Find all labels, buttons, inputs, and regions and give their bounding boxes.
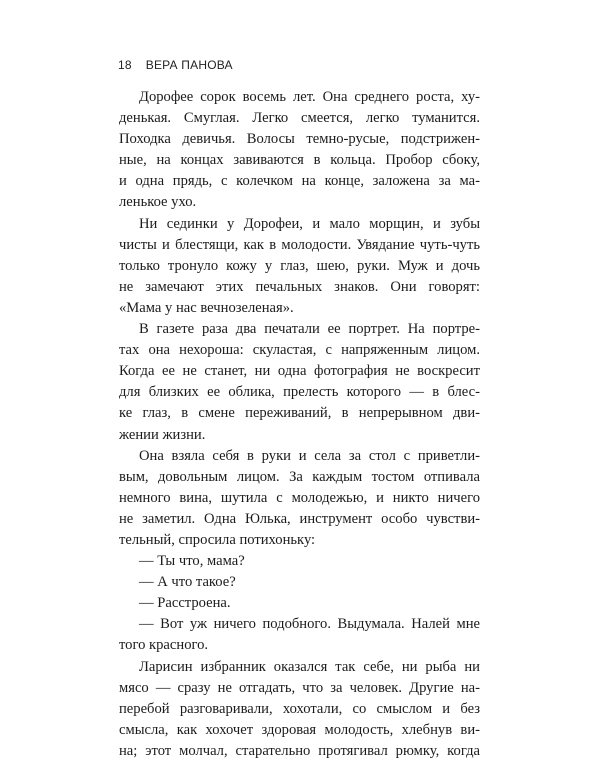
body-text [119, 87, 480, 762]
text-line: — Вот уж ничего подобного. Выдумала. Налей мне [139, 616, 480, 633]
text-line: вым, довольным лицом. За каждым тостом отпивала [119, 468, 480, 485]
text-line: — Расстроена. [139, 595, 231, 612]
text-line: — Ты что, мама? [139, 553, 245, 570]
text-line: ке глаз, в смене переживаний, в непрерывном дви- [119, 405, 480, 422]
text-line: немного вина, шутила с молодежью, и никто ничего [119, 489, 480, 506]
text-line: Походка девичья. Волосы темно-русые, подстрижен- [119, 131, 480, 148]
text-line: Ни сединки у Дорофеи, и мало морщин, и зубы [139, 215, 480, 232]
text-line: тах она нехороша: скуластая, с напряженным лицом. [119, 342, 480, 359]
text-line: того красного. [119, 637, 209, 654]
text-line: ные, на концах завиваются в кольца. Пробор сбоку, [119, 152, 480, 169]
text-line: чисты и блестящи, как в молодости. Увядание чуть-чуть [119, 236, 480, 253]
text-line: — А что такое? [139, 574, 236, 591]
author-name: ВЕРА ПАНОВА [145, 58, 233, 72]
text-line: не замечают этих печальных знаков. Они говорят: [119, 278, 480, 295]
text-line: для близких ее облика, прелесть которого — в блес- [119, 384, 480, 401]
text-line: на; этот молчал, старательно протягивал рюмку, когда [119, 742, 480, 759]
text-line: Когда ее не станет, ни одна фотография не воскресит [119, 363, 480, 380]
text-line: денькая. Смуглая. Легко смеется, легко туманится. [119, 110, 480, 127]
text-line: жении жизни. [119, 426, 206, 443]
text-line: не заметил. Одна Юлька, инструмент особо чувстви- [119, 510, 480, 527]
text-line: Ларисин избранник оказался так себе, ни рыба ни [139, 658, 480, 675]
page-number: 18 [118, 58, 132, 72]
text-line: ленькое ухо. [119, 194, 197, 211]
text-line: Она взяла себя в руки и села за стол с приветли- [139, 447, 480, 464]
text-line: и одна прядь, с колечком на конце, заложена за ма- [119, 173, 480, 190]
text-line: мясо — сразу не отгадать, что за человек. Другие на- [119, 679, 480, 696]
running-head [118, 58, 233, 72]
text-line: «Мама у нас вечнозеленая». [119, 299, 294, 316]
text-line: В газете раза два печатали ее портрет. На портре- [139, 321, 480, 338]
text-line: только тронуло кожу у глаз, шею, руки. Муж и дочь [119, 257, 480, 274]
text-line: смысла, как хохочет здоровая молодость, хлебнув ви- [119, 721, 480, 738]
text-line: тельный, спросила потихоньку: [119, 531, 316, 548]
text-line: перебой разговаривали, хохотали, со смыслом и без [119, 700, 480, 717]
text-line: Дорофее сорок восемь лет. Она среднего роста, ху- [139, 89, 480, 105]
